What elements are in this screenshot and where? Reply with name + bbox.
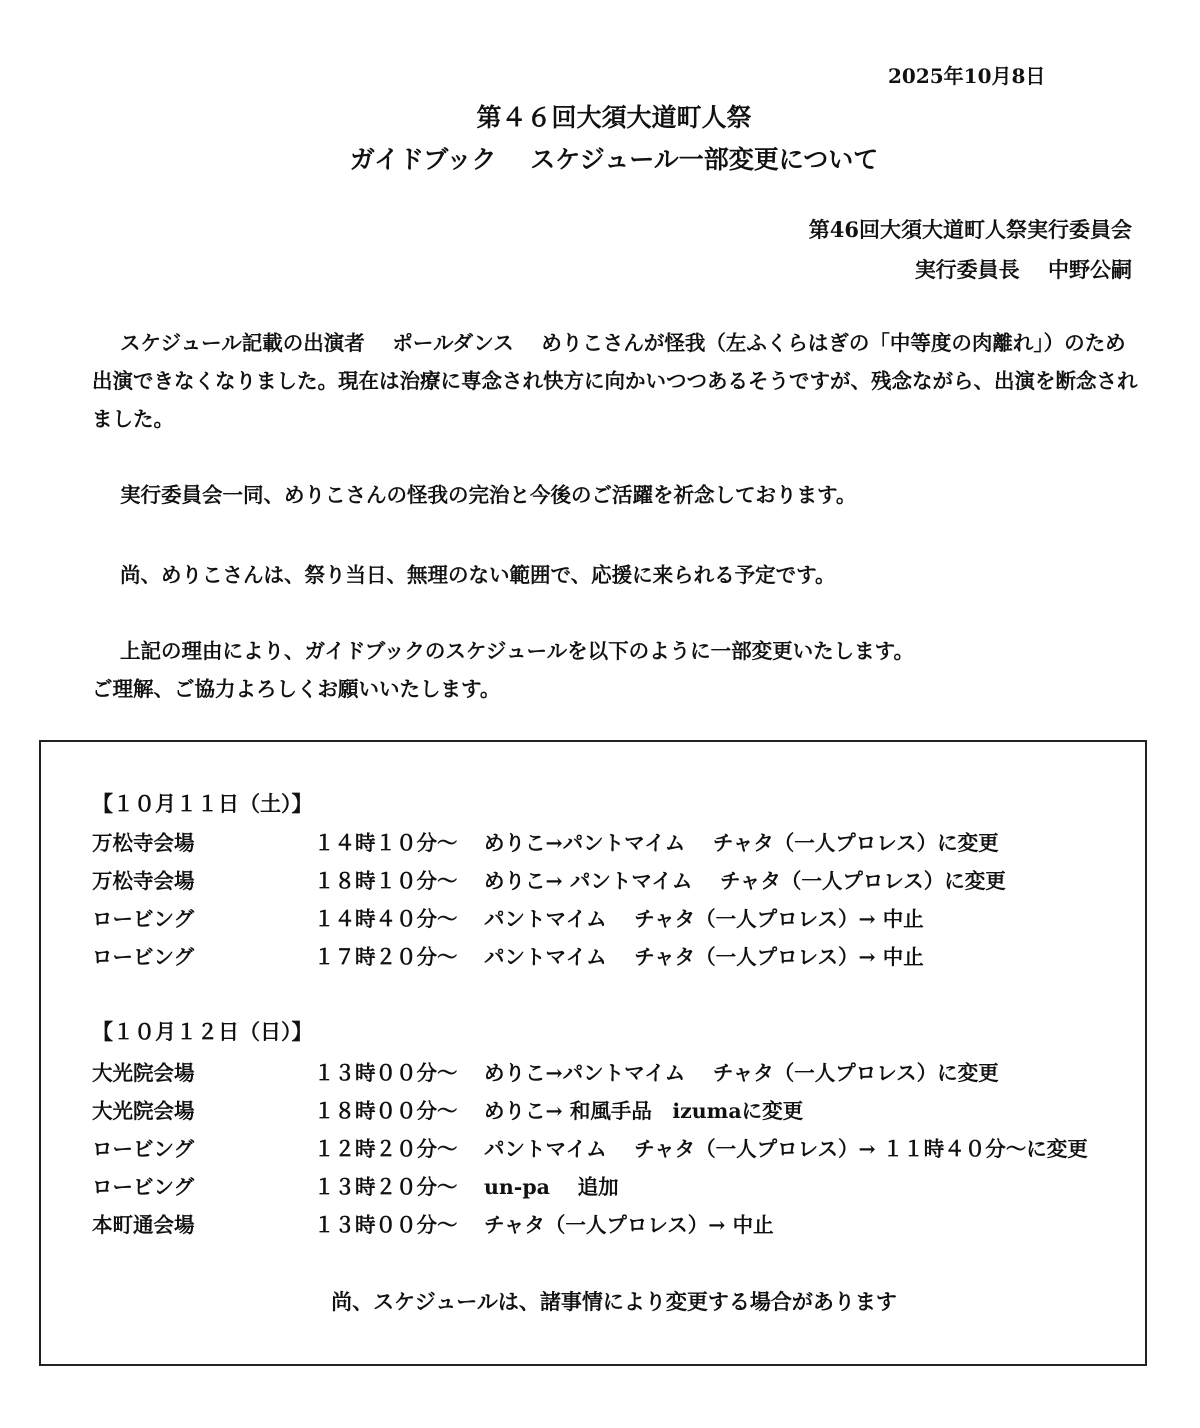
schedule-time: １４時４０分～ <box>314 907 458 931</box>
schedule-change: パントマイム チャタ（一人プロレス）→ 中止 <box>484 907 924 931</box>
schedule-disclaimer: 尚、スケジュールは、諸事情により変更する場合があります <box>331 1289 897 1314</box>
document-date: 2025年10月8日 <box>888 64 1046 88</box>
schedule-venue: ロービング <box>92 1137 195 1161</box>
schedule-venue: 万松寺会場 <box>92 831 195 855</box>
schedule-venue: 万松寺会場 <box>92 869 195 893</box>
schedule-change: パントマイム チャタ（一人プロレス）→ １１時４０分～に変更 <box>484 1137 1088 1161</box>
recovery-wishes-paragraph: 実行委員会一同、めりこさんの怪我の完治と今後のご活躍を祈念しております。 <box>120 483 857 507</box>
schedule-time: １３時２０分～ <box>314 1175 458 1199</box>
schedule-time: １２時２０分～ <box>314 1137 458 1161</box>
schedule-time: １４時１０分～ <box>314 831 458 855</box>
schedule-time: １８時１０分～ <box>314 869 458 893</box>
schedule-change: un-pa 追加 <box>484 1175 619 1199</box>
day2-heading: 【１０月１２日（日）】 <box>92 1019 313 1044</box>
schedule-change: めりこ→ パントマイム チャタ（一人プロレス）に変更 <box>484 869 1006 893</box>
document-title: 第４６回大須大道町人祭 <box>476 103 752 132</box>
request-understanding-paragraph: ご理解、ご協力よろしくお願いいたします。 <box>92 677 501 701</box>
schedule-venue: ロービング <box>92 907 195 931</box>
schedule-venue: ロービング <box>92 945 195 969</box>
schedule-change: めりこ→パントマイム チャタ（一人プロレス）に変更 <box>484 831 999 855</box>
day1-heading: 【１０月１１日（土）】 <box>92 791 313 816</box>
injury-announcement-paragraph: スケジュール記載の出演者 ポールダンス めりこさんが怪我（左ふくらはぎの「中等度の肉離れ」）のため出演できなくなりました。現在は治療に専念され快方に向かいつつあるそうですが、残念ながら、出演を断念されました。 <box>92 331 1138 431</box>
document-subtitle: ガイドブック スケジュール一部変更について <box>349 145 879 174</box>
visit-plan-paragraph: 尚、めりこさんは、祭り当日、無理のない範囲で、応援に来られる予定です。 <box>120 563 836 587</box>
schedule-venue: ロービング <box>92 1175 195 1199</box>
schedule-change-paragraph: 上記の理由により、ガイドブックのスケジュールを以下のように一部変更いたします。 <box>120 639 914 663</box>
schedule-change: チャタ（一人プロレス）→ 中止 <box>484 1213 774 1237</box>
schedule-venue: 本町通会場 <box>92 1213 195 1237</box>
issuing-organization: 第46回大須大道町人祭実行委員会 <box>808 217 1132 242</box>
schedule-change: パントマイム チャタ（一人プロレス）→ 中止 <box>484 945 924 969</box>
schedule-time: １３時００分～ <box>314 1061 458 1085</box>
schedule-change: めりこ→ 和風手品 izumaに変更 <box>484 1099 804 1123</box>
schedule-venue: 大光院会場 <box>92 1061 195 1085</box>
schedule-time: １８時００分～ <box>314 1099 458 1123</box>
schedule-change: めりこ→パントマイム チャタ（一人プロレス）に変更 <box>484 1061 999 1085</box>
schedule-time: １３時００分～ <box>314 1213 458 1237</box>
schedule-time: １７時２０分～ <box>314 945 458 969</box>
schedule-venue: 大光院会場 <box>92 1099 195 1123</box>
committee-chairperson: 実行委員長 中野公嗣 <box>914 257 1132 282</box>
